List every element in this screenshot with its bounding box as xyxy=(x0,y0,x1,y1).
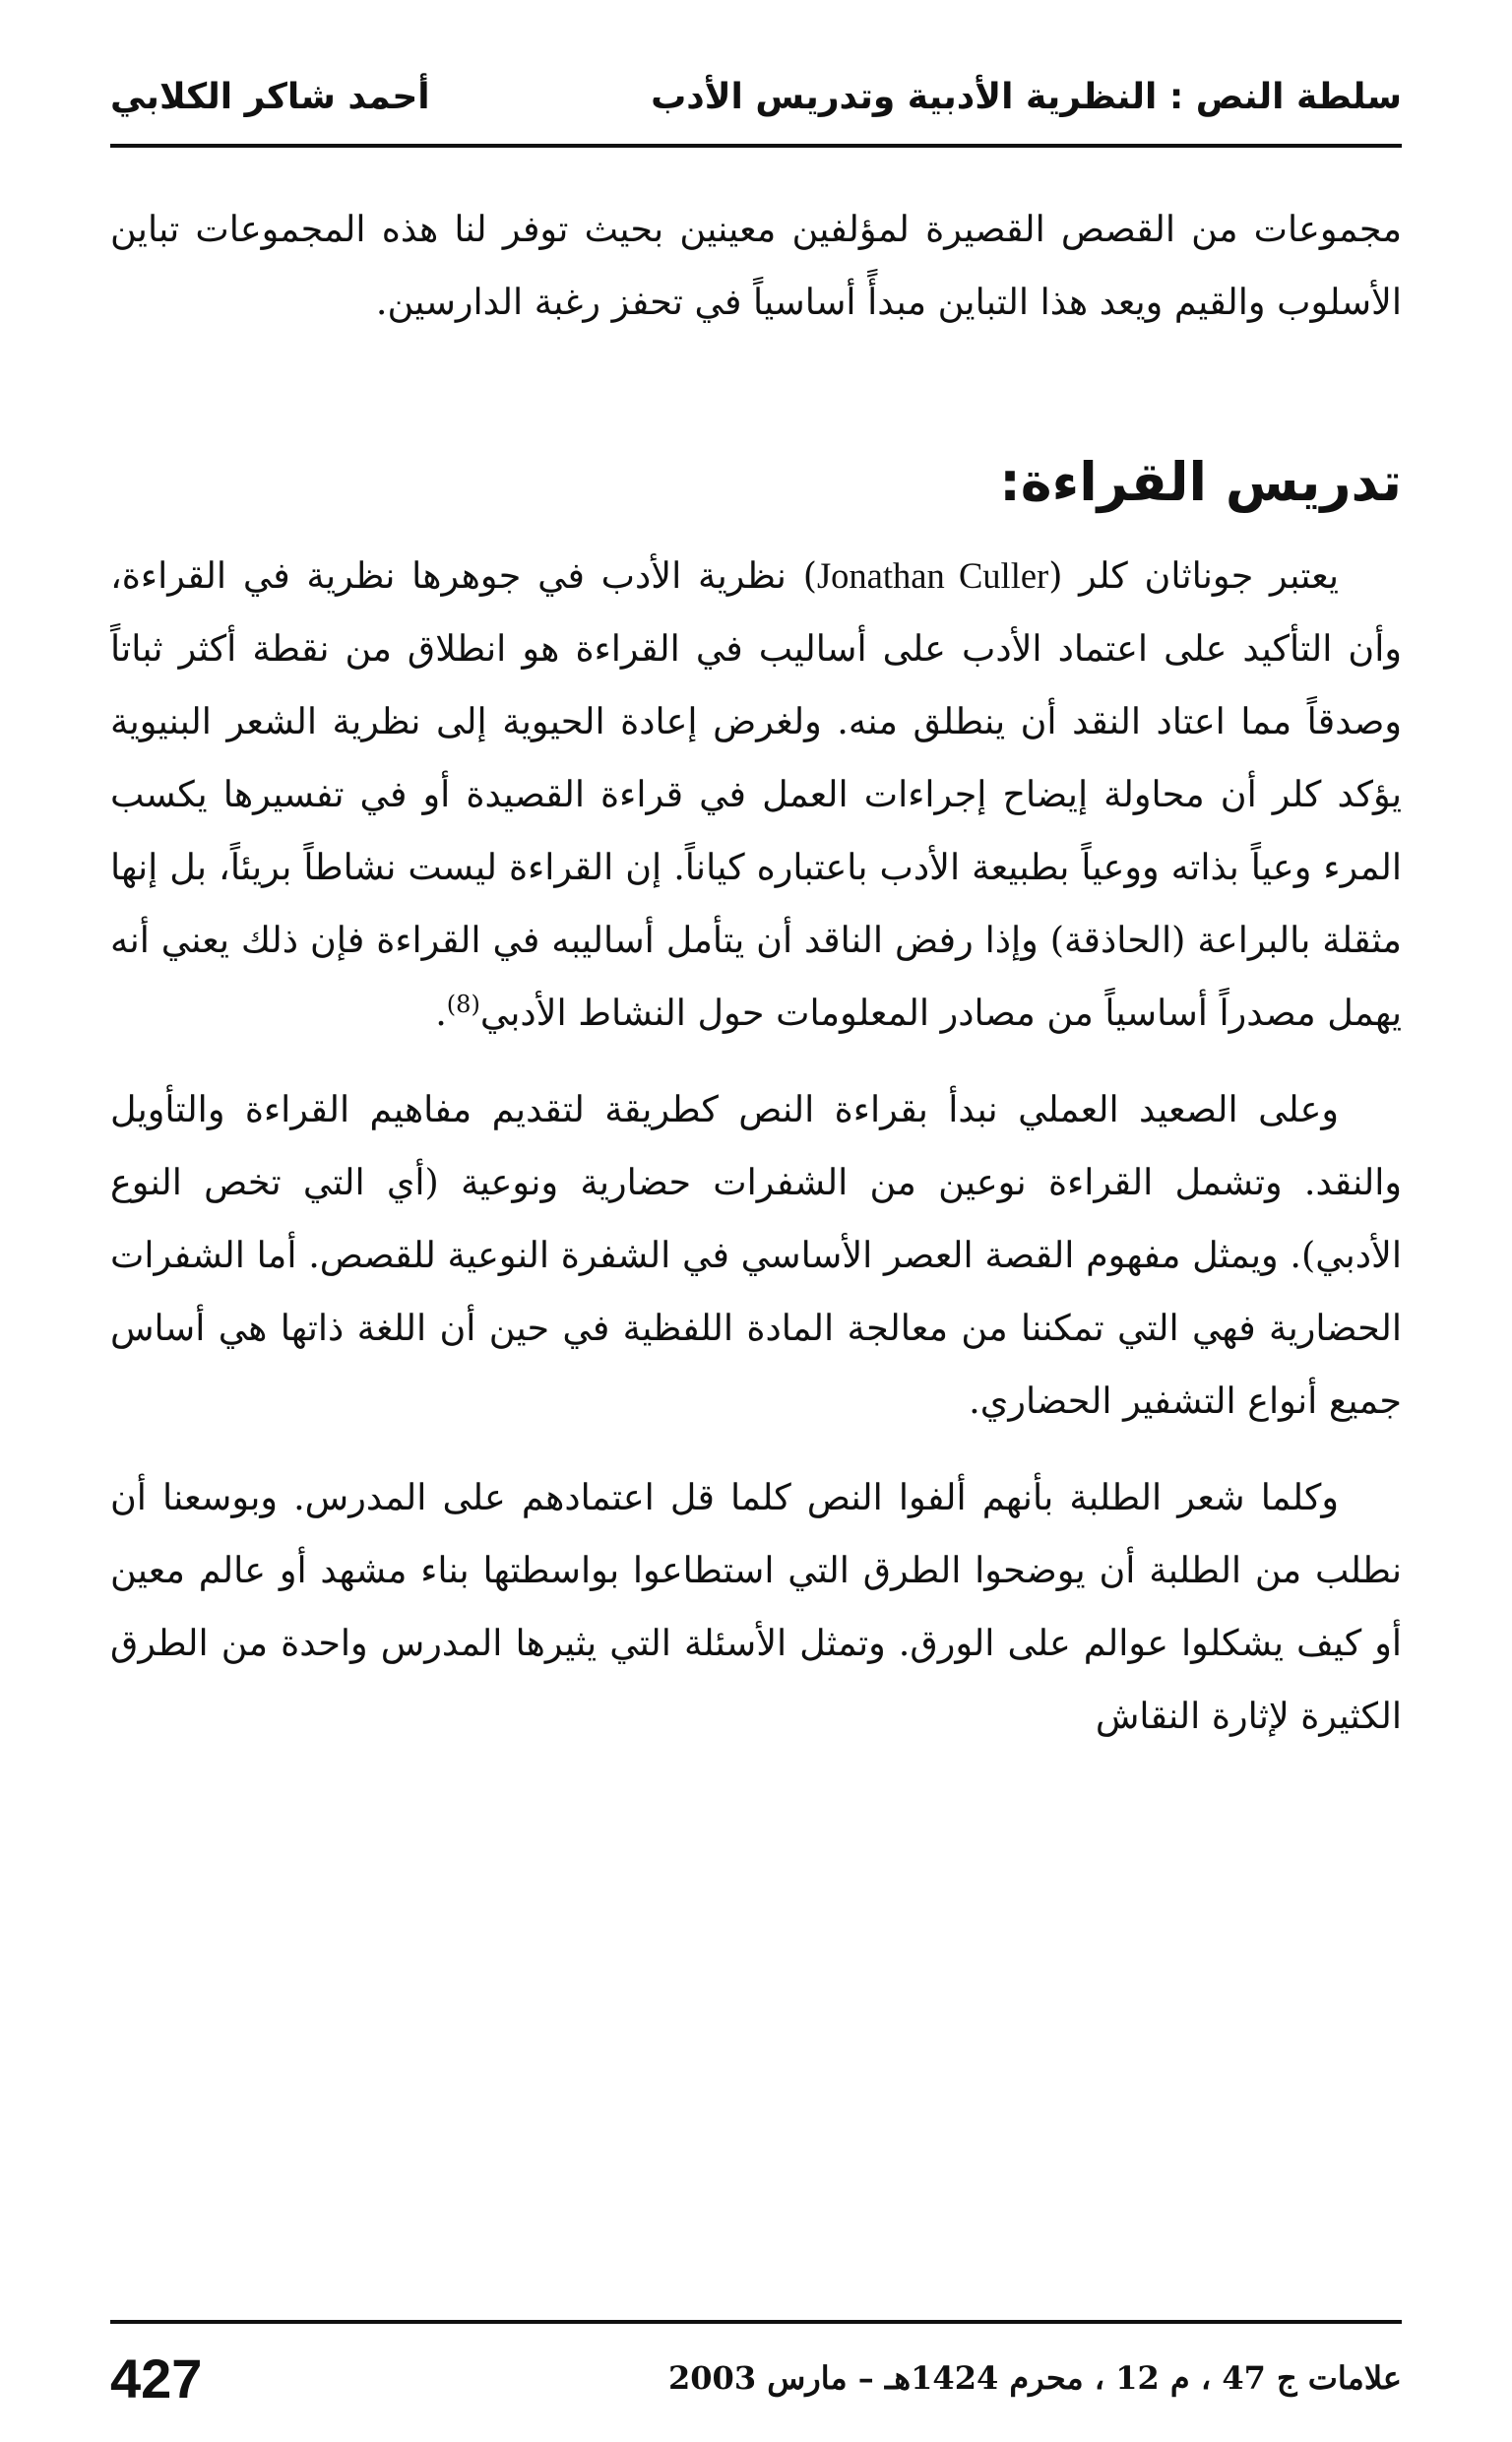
paragraph-text: يعتبر جوناثان كلر ( xyxy=(1048,554,1339,597)
page-number: 427 xyxy=(110,2346,203,2410)
paragraph-culler xyxy=(110,540,1402,1050)
section-heading: تدريس القراءة: xyxy=(999,451,1402,513)
journal-title: سلطة النص : النظرية الأدبية وتدريس الأدب xyxy=(651,76,1402,117)
footer-rule xyxy=(110,2320,1402,2324)
page-footer xyxy=(110,2344,1402,2412)
spacer xyxy=(110,1438,1402,1461)
footnote-reference: (8) xyxy=(446,990,480,1018)
spacer xyxy=(110,1050,1402,1073)
author-name: أحمد شاكر الكلابي xyxy=(110,76,430,117)
journal-page xyxy=(110,0,1402,2442)
paragraph-students: وكلما شعر الطلبة بأنهم ألفوا النص كلما قل اعتمادهم على المدرس. وبوسعنا أن نطلب من الطلبة أن يوضحوا الطرق التي استطاعوا بواسطتها بناء مشهد أو عالم معين أو كيف يشكلوا عوالم على الورق. وتمثل الأسئلة التي يثيرها المدرس واحدة من الطرق الكثيرة لإثارة النقاش xyxy=(110,1476,1402,1737)
article-body xyxy=(110,193,1402,1753)
intro-paragraph: مجموعات من القصص القصيرة لمؤلفين معينين بحيث توفر لنا هذه المجموعات تباين الأسلوب والقيم ويعد هذا التباين مبدأً أساسياً في تحفز رغبة الدارسين. xyxy=(110,208,1402,323)
paragraph-codes: وعلى الصعيد العملي نبدأ بقراءة النص كطريقة لتقديم مفاهيم القراءة والتأويل والنقد. وتشمل القراءة نوعين من الشفرات حضارية ونوعية (أي التي تخص النوع الأدبي). ويمثل مفهوم القصة العصر الأساسي في الشفرة النوعية للقصص. أما الشفرات الحضارية فهي التي تمكننا من معالجة المادة اللفظية في حين أن اللغة ذاتها هي أساس جميع أنواع التشفير الحضاري. xyxy=(110,1088,1402,1422)
header-rule xyxy=(110,144,1402,148)
spacer xyxy=(110,339,1402,433)
journal-citation: علامات ج 47 ، م 12 ، محرم 1424هـ – مارس 2003 xyxy=(668,2359,1402,2397)
latin-name: Jonathan Culler xyxy=(816,555,1049,596)
paragraph-end: . xyxy=(435,992,447,1034)
running-header xyxy=(110,57,1402,136)
paragraph-text: ) نظرية الأدب في جوهرها نظرية في القراءة، وأن التأكيد على اعتماد الأدب على أساليب في القراءة هو انطلاق من نقطة أكثر ثباتاً وصدقاً مما اعتاد النقد أن ينطلق منه. ولغرض إعادة الحيوية إلى نظرية الشعر البنيوية يؤكد كلر أن محاولة إيضاح إجراءات العمل في قراءة القصيدة أو في تفسيرها يكسب المرء وعياً بذاته ووعياً بطبيعة الأدب باعتباره كياناً. إن القراءة ليست نشاطاً بريئاً، بل إنها مثقلة بالبراعة (الحاذقة) وإذا رفض الناقد أن يتأمل أساليبه في القراءة فإن ذلك يعني أنه يهمل مصدراً أساسياً من مصادر المعلومات حول النشاط الأدبي xyxy=(110,554,1402,1034)
